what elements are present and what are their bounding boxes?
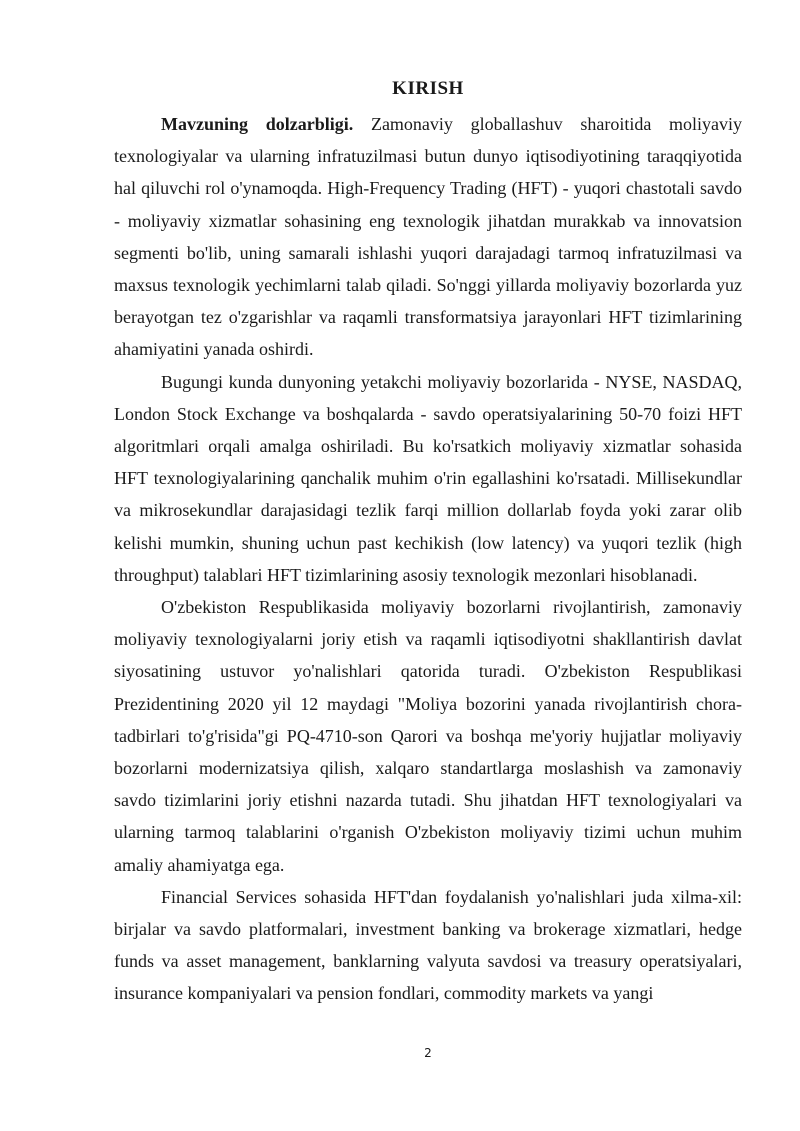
paragraph-lead: Mavzuning dolzarbligi. (161, 114, 354, 134)
paragraph-relevance (114, 108, 742, 366)
page-number: 2 (424, 1046, 432, 1060)
body-text (114, 108, 742, 1010)
paragraph-markets: Bugungi kunda dunyoning yetakchi moliyaviy bozorlarida - NYSE, NASDAQ, London Stock Exchange va boshqalarda - savdo operatsiyalarining 50-70 foizi HFT algoritmlari orqali amalga oshiriladi. Bu ko'rsatkich moliyaviy xizmatlar sohasida HFT texnologiyalarining qanchalik muhim o'rin egallashini ko'rsatadi. Millisekundlar va mikrosekundlar darajasidagi tezlik farqi million dollarlab foyda yoki zarar olib kelishi mumkin, shuning uchun past kechikish (low latency) va yuqori tezlik (high throughput) talablari HFT tizimlarining asosiy texnologik mezonlari hisoblanadi. (114, 371, 742, 585)
paragraph-uzbekistan: O'zbekiston Respublikasida moliyaviy bozorlarni rivojlantirish, zamonaviy moliyaviy texnologiyalarni joriy etish va raqamli iqtisodiyotni shakllantirish davlat siyosatining ustuvor yo'nalishlari qatorida turadi. O'zbekiston Respublikasi Prezidentining 2020 yil 12 maydagi "Moliya bozorini yanada rivojlantirish chora-tadbirlari to'g'risida"gi PQ-4710-son Qarori va boshqa me'yoriy hujjatlar moliyaviy bozorlarni modernizatsiya qilish, xalqaro standartlarga moslashish va zamonaviy savdo tizimlarini joriy etishni nazarda tutadi. Shu jihatdan HFT texnologiyalari va ularning tarmoq talablarini o'rganish O'zbekiston moliyaviy tizimi uchun muhim amaliy ahamiyatga ega. (114, 597, 742, 875)
section-title: KIRISH (392, 78, 464, 99)
paragraph-financial-services: Financial Services sohasida HFT'dan foydalanish yo'nalishlari juda xilma-xil: birjalar va savdo platformalari, investment banking va brokerage xizmatlari, hedge funds va asset management, banklarning valyuta savdosi va treasury operatsiyalari, insurance kompaniyalari va pension fondlari, commodity markets va yangi (114, 886, 742, 1004)
paragraph-text: Zamonaviy globallashuv sharoitida moliyaviy texnologiyalar va ularning infratuzilmasi butun dunyo iqtisodiyotining taraqqiyotida hal qiluvchi rol o'ynamoqda. High-Frequency Trading (HFT) - yuqori chastotali savdo - moliyaviy xizmatlar sohasining eng texnologik jihatdan murakkab va innovatsion segmenti bo'lib, uning samarali ishlashi yuqori darajadagi tarmoq infratuzilmasi va maxsus texnologik yechimlarni talab qiladi. So'nggi yillarda moliyaviy bozorlarda yuz berayotgan tez o'zgarishlar va raqamli transformatsiya jarayonlari HFT tizimlarining ahamiyatini yanada oshirdi. (114, 114, 743, 360)
